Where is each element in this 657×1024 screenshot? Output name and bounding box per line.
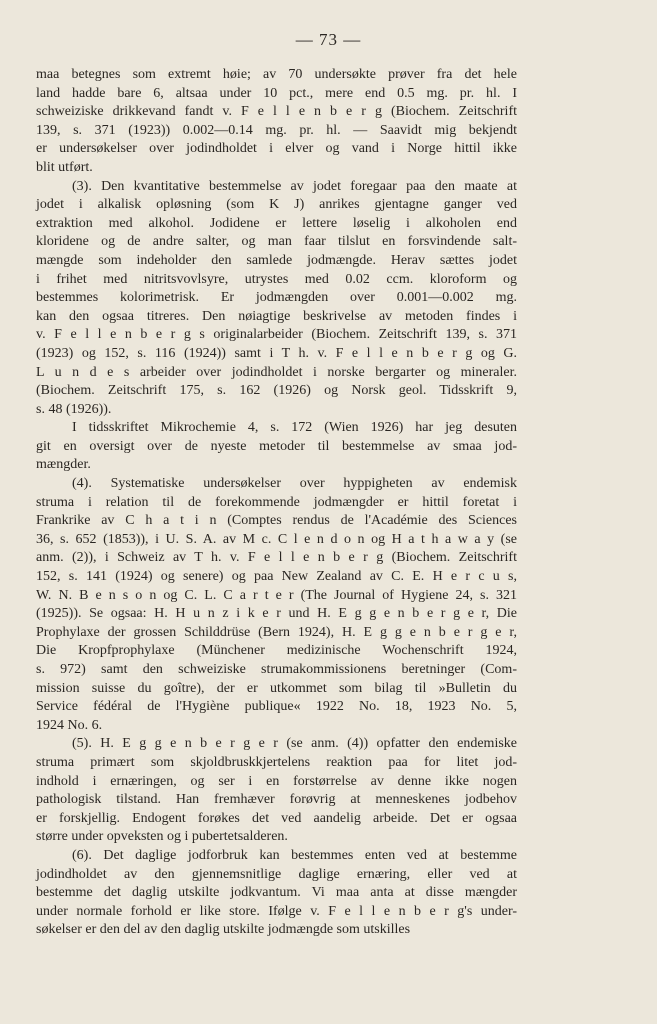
- text-line: git en oversigt over de nyeste metoder til bestemmelse av smaa jod-: [36, 438, 517, 454]
- page-body: [36, 66, 517, 940]
- text-line: mængde som indeholder den samlede jodmængde. Herav sættes jodet: [36, 252, 517, 268]
- text-line: (1925)). Se ogsaa: H. H u n z i k e r und H. E g g e n b e r g e r, Die: [36, 606, 517, 622]
- paragraph: [36, 178, 517, 420]
- text-line: kan den ogsaa titreres. Den nøiagtige beskrivelse av metoden findes i: [36, 308, 517, 324]
- text-line: er undersøkelser over jodindholdet i elver og vand i Norge hittil ikke: [36, 141, 517, 157]
- page-number: — 73 —: [295, 30, 362, 49]
- text-line: extraktion med alkohol. Jodidene er lettere løselig i alkoholen end: [36, 215, 517, 231]
- text-line: Die Kropfprophylaxe (Münchener medizinische Wochenschrift 1924,: [36, 643, 517, 659]
- text-line: maa betegnes som extremt høie; av 70 undersøkte prøver fra det hele: [36, 67, 517, 82]
- text-line: s. 48 (1926)).: [36, 401, 112, 417]
- text-line: s. 972) samt den schweiziske strumakommissionens beretninger (Com-: [36, 662, 517, 677]
- text-line: schweiziske drikkevand fandt v. F e l l e n b e r g (Biochem. Zeitschrift: [36, 104, 517, 120]
- text-line: (4). Systematiske undersøkelser over hyppigheten av endemisk: [72, 476, 517, 492]
- text-line: pathologisk tilstand. Han fremhæver forøvrig at menneskenes jodbehov: [36, 792, 517, 808]
- paragraph: [36, 475, 517, 735]
- text-line: indhold i ernæringen, og ser i en forstørrelse av denne ikke nogen: [36, 773, 517, 789]
- text-line: struma i relation til de forekommende jodmængder er hittil foretat i: [36, 494, 517, 510]
- paragraph: [36, 419, 517, 475]
- text-line: 152, s. 141 (1924) og senere) og paa New Zealand av C. E. H e r c u s,: [36, 569, 517, 585]
- text-line: jodet i alkalisk opløsning (som K J) anrikes gjentagne ganger ved: [36, 197, 517, 213]
- text-line: Service fédéral de l'Hygiène publique« 1922 No. 18, 1923 No. 5,: [36, 699, 517, 715]
- paragraph: [36, 735, 517, 847]
- text-line: struma primært som skjoldbruskkjertelens reaktion paa for litet jod-: [36, 754, 517, 770]
- text-line: bestemmes kolorimetrisk. Er jodmængden over 0.001—0.002 mg.: [36, 290, 517, 306]
- text-line: mængder.: [36, 457, 91, 473]
- text-line: blit utført.: [36, 159, 93, 175]
- text-line: er forskjellig. Endogent forøkes det ved aandelig arbeide. Det er ogsaa: [36, 810, 517, 826]
- text-line: jodindholdet av den gjennemsnitlige daglige ernæring, eller ved at: [36, 866, 517, 882]
- text-line: søkelser er den del av den daglig utskilte jodmængde som utskilles: [36, 922, 411, 938]
- text-line: (Biochem. Zeitschrift 175, s. 162 (1926) og Norsk geol. Tidsskrift 9,: [36, 383, 517, 399]
- text-line: kloridene og de andre salter, og man faar tilslut en forsvindende salt-: [36, 234, 517, 250]
- text-line: (3). Den kvantitative bestemmelse av jodet foregaar paa den maate at: [72, 178, 517, 194]
- text-line: 1924 No. 6.: [36, 717, 103, 733]
- text-line: v. F e l l e n b e r g s originalarbeider (Biochem. Zeitschrift 139, s. 371: [36, 327, 517, 343]
- text-line: større under opveksten og i pubertetsalderen.: [36, 829, 288, 845]
- text-line: mission suisse du goître), der er utkommet som bilag til »Bulletin du: [36, 680, 517, 696]
- text-line: (6). Det daglige jodforbruk kan bestemmes enten ved at bestemme: [72, 847, 517, 863]
- paragraph: [36, 66, 517, 178]
- text-line: Frankrike av C h a t i n (Comptes rendus de l'Académie des Sciences: [36, 513, 517, 529]
- text-line: under normale forhold er like store. Ifølge v. F e l l e n b e r g's under-: [36, 903, 517, 919]
- text-line: I tidsskriftet Mikrochemie 4, s. 172 (Wien 1926) har jeg desuten: [72, 420, 517, 436]
- text-line: land hadde bare 6, altsaa under 10 pct., mere end 0.5 mg. pr. hl. I: [36, 85, 517, 101]
- text-line: 36, s. 652 (1853)), i U. S. A. av M c. C l e n d o n og H a t h a w a y (se: [36, 531, 517, 547]
- text-line: bestemme det daglig utskilte jodkvantum. Vi maa anta at disse mængder: [36, 885, 517, 901]
- text-line: anm. (2)), i Schweiz av T h. v. F e l l e n b e r g (Biochem. Zeitschrift: [36, 550, 517, 566]
- text-line: 139, s. 371 (1923)) 0.002—0.14 mg. pr. hl. — Saavidt mig bekjendt: [36, 122, 517, 138]
- paragraph: [36, 847, 517, 940]
- text-line: (1923) og 152, s. 116 (1924)) samt i T h. v. F e l l e n b e r g og G.: [36, 345, 517, 361]
- text-line: (5). H. E g g e n b e r g e r (se anm. (4)) opfatter den endemiske: [72, 736, 517, 752]
- text-line: W. N. B e n s o n og C. L. C a r t e r (The Journal of Hygiene 24, s. 321: [36, 587, 517, 603]
- text-line: i frihet med nitritsvovlsyre, utrystes med 0.02 ccm. kloroform og: [36, 271, 517, 287]
- text-line: L u n d e s arbeider over jodindholdet i norske bergarter og mineraler.: [36, 364, 517, 380]
- text-line: Prophylaxe der grossen Schilddrüse (Bern 1924), H. E g g e n b e r g e r,: [36, 624, 517, 640]
